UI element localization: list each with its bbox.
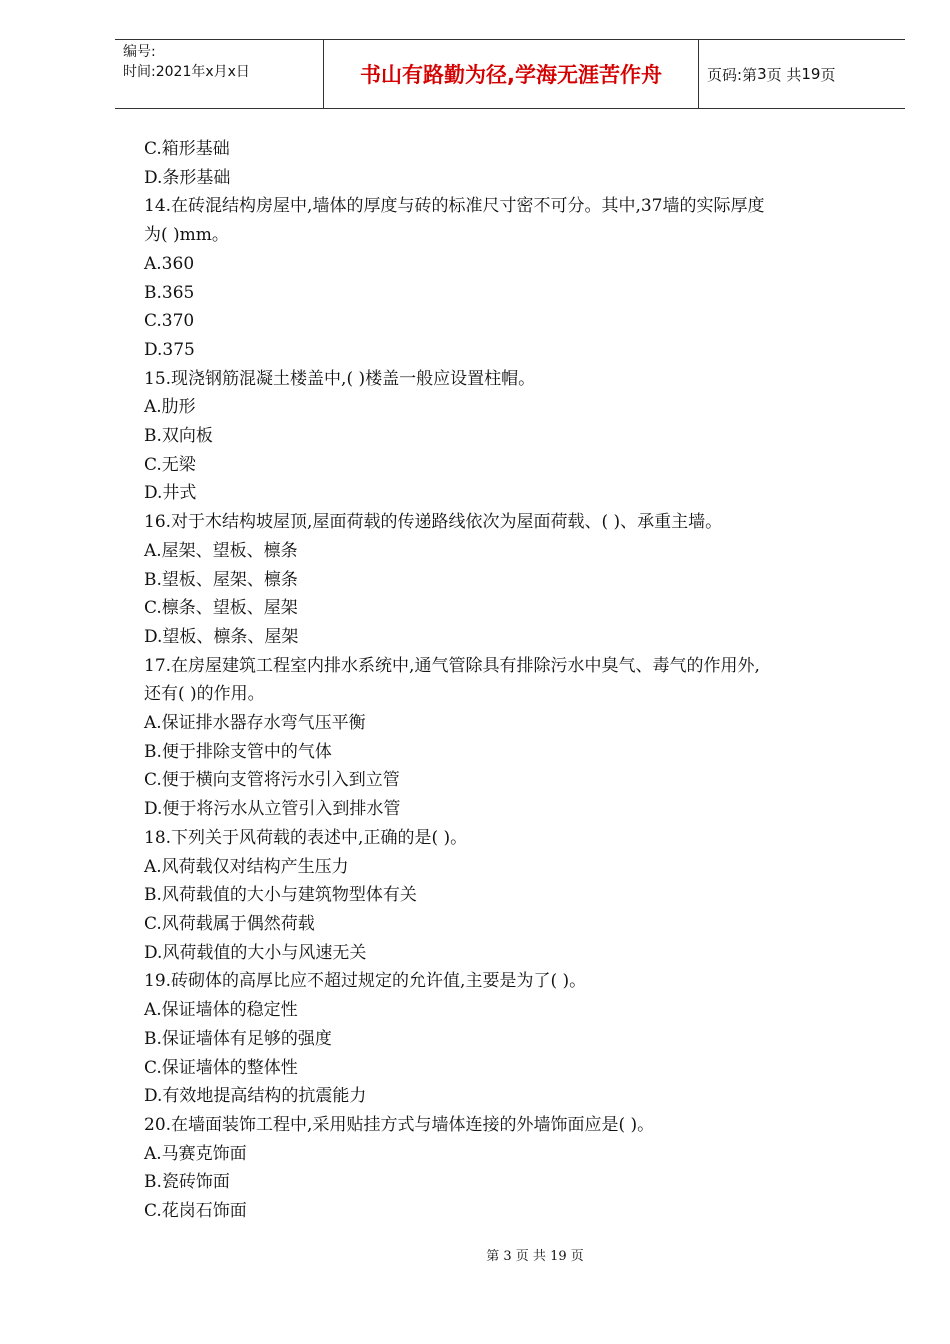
footer-page-prefix: 第 [486, 1249, 500, 1264]
text-line: D.井式 [144, 483, 197, 504]
header-page-current: 3 [757, 65, 767, 83]
text-line: 还有( )的作用。 [144, 684, 265, 705]
header-motto: 书山有路勤为径,学海无涯苦作舟 [324, 40, 699, 108]
text-line: A.保证墙体的稳定性 [144, 1000, 298, 1021]
text-line: A.马赛克饰面 [144, 1143, 247, 1164]
text-line: C.檩条、望板、屋架 [144, 598, 298, 619]
footer-page-suffix: 页 [570, 1249, 584, 1264]
text-line: A.风荷载仅对结构产生压力 [144, 856, 349, 877]
header-page-prefix: 页码:第 [707, 65, 758, 84]
text-line: 19.砖砌体的高厚比应不超过规定的允许值,主要是为了( )。 [144, 971, 587, 992]
text-line: A.保证排水器存水弯气压平衡 [144, 713, 366, 734]
text-line: A.360 [144, 253, 195, 274]
document-number-label: 编号: [123, 44, 156, 60]
footer-page-total: 19 [550, 1249, 567, 1264]
text-line: D.375 [144, 339, 195, 360]
header-meta [115, 40, 324, 108]
header-page-total: 19 [801, 65, 821, 83]
text-line: 16.对于木结构坡屋顶,屋面荷载的传递路线依次为屋面荷载、( )、承重主墙。 [144, 512, 723, 533]
footer-page-current: 3 [503, 1249, 512, 1264]
footer-page-mid: 页 共 [515, 1249, 546, 1264]
text-line: C.370 [144, 311, 195, 332]
header-page-mid: 页 共 [766, 65, 802, 84]
text-line: C.花岗石饰面 [144, 1201, 247, 1222]
text-line: C.风荷载属于偶然荷载 [144, 913, 315, 934]
header-page-suffix: 页 [820, 65, 836, 84]
text-line: B.望板、屋架、檩条 [144, 569, 298, 590]
document-time-label: 时间:2021年x月x日 [123, 64, 250, 80]
text-line: C.无梁 [144, 454, 196, 475]
text-line: 15.现浇钢筋混凝土楼盖中,( )楼盖一般应设置柱帽。 [144, 368, 536, 389]
text-line: D.便于将污水从立管引入到排水管 [144, 799, 401, 820]
text-line: C.便于横向支管将污水引入到立管 [144, 770, 400, 791]
text-line: A.肋形 [144, 397, 196, 418]
page-header [115, 39, 905, 109]
text-line: B.365 [144, 282, 195, 303]
text-line: B.保证墙体有足够的强度 [144, 1028, 332, 1049]
text-line: B.双向板 [144, 426, 213, 447]
text-line: D.有效地提高结构的抗震能力 [144, 1086, 367, 1107]
text-line: B.便于排除支管中的气体 [144, 741, 332, 762]
text-line: 14.在砖混结构房屋中,墙体的厚度与砖的标准尺寸密不可分。其中,37墙的实际厚度 [144, 196, 765, 217]
text-line: 18.下列关于风荷载的表述中,正确的是( )。 [144, 827, 468, 848]
text-line: C.箱形基础 [144, 139, 230, 159]
text-line: A.屋架、望板、檩条 [144, 540, 298, 561]
text-line: C.保证墙体的整体性 [144, 1057, 298, 1078]
text-line: D.望板、檩条、屋架 [144, 626, 299, 647]
question-body [144, 135, 874, 1226]
text-line: 17.在房屋建筑工程室内排水系统中,通气管除具有排除污水中臭气、毒气的作用外, [144, 655, 760, 676]
footer-page-number [486, 1245, 584, 1264]
text-line: 20.在墙面装饰工程中,采用贴挂方式与墙体连接的外墙饰面应是( )。 [144, 1114, 655, 1135]
page-footer [0, 1245, 950, 1264]
text-line: B.风荷载值的大小与建筑物型体有关 [144, 885, 417, 906]
header-page-info [699, 40, 905, 108]
text-line: B.瓷砖饰面 [144, 1172, 230, 1193]
text-line: D.风荷载值的大小与风速无关 [144, 942, 367, 963]
text-line: D.条形基础 [144, 167, 231, 188]
text-line: 为( )mm。 [144, 225, 229, 246]
